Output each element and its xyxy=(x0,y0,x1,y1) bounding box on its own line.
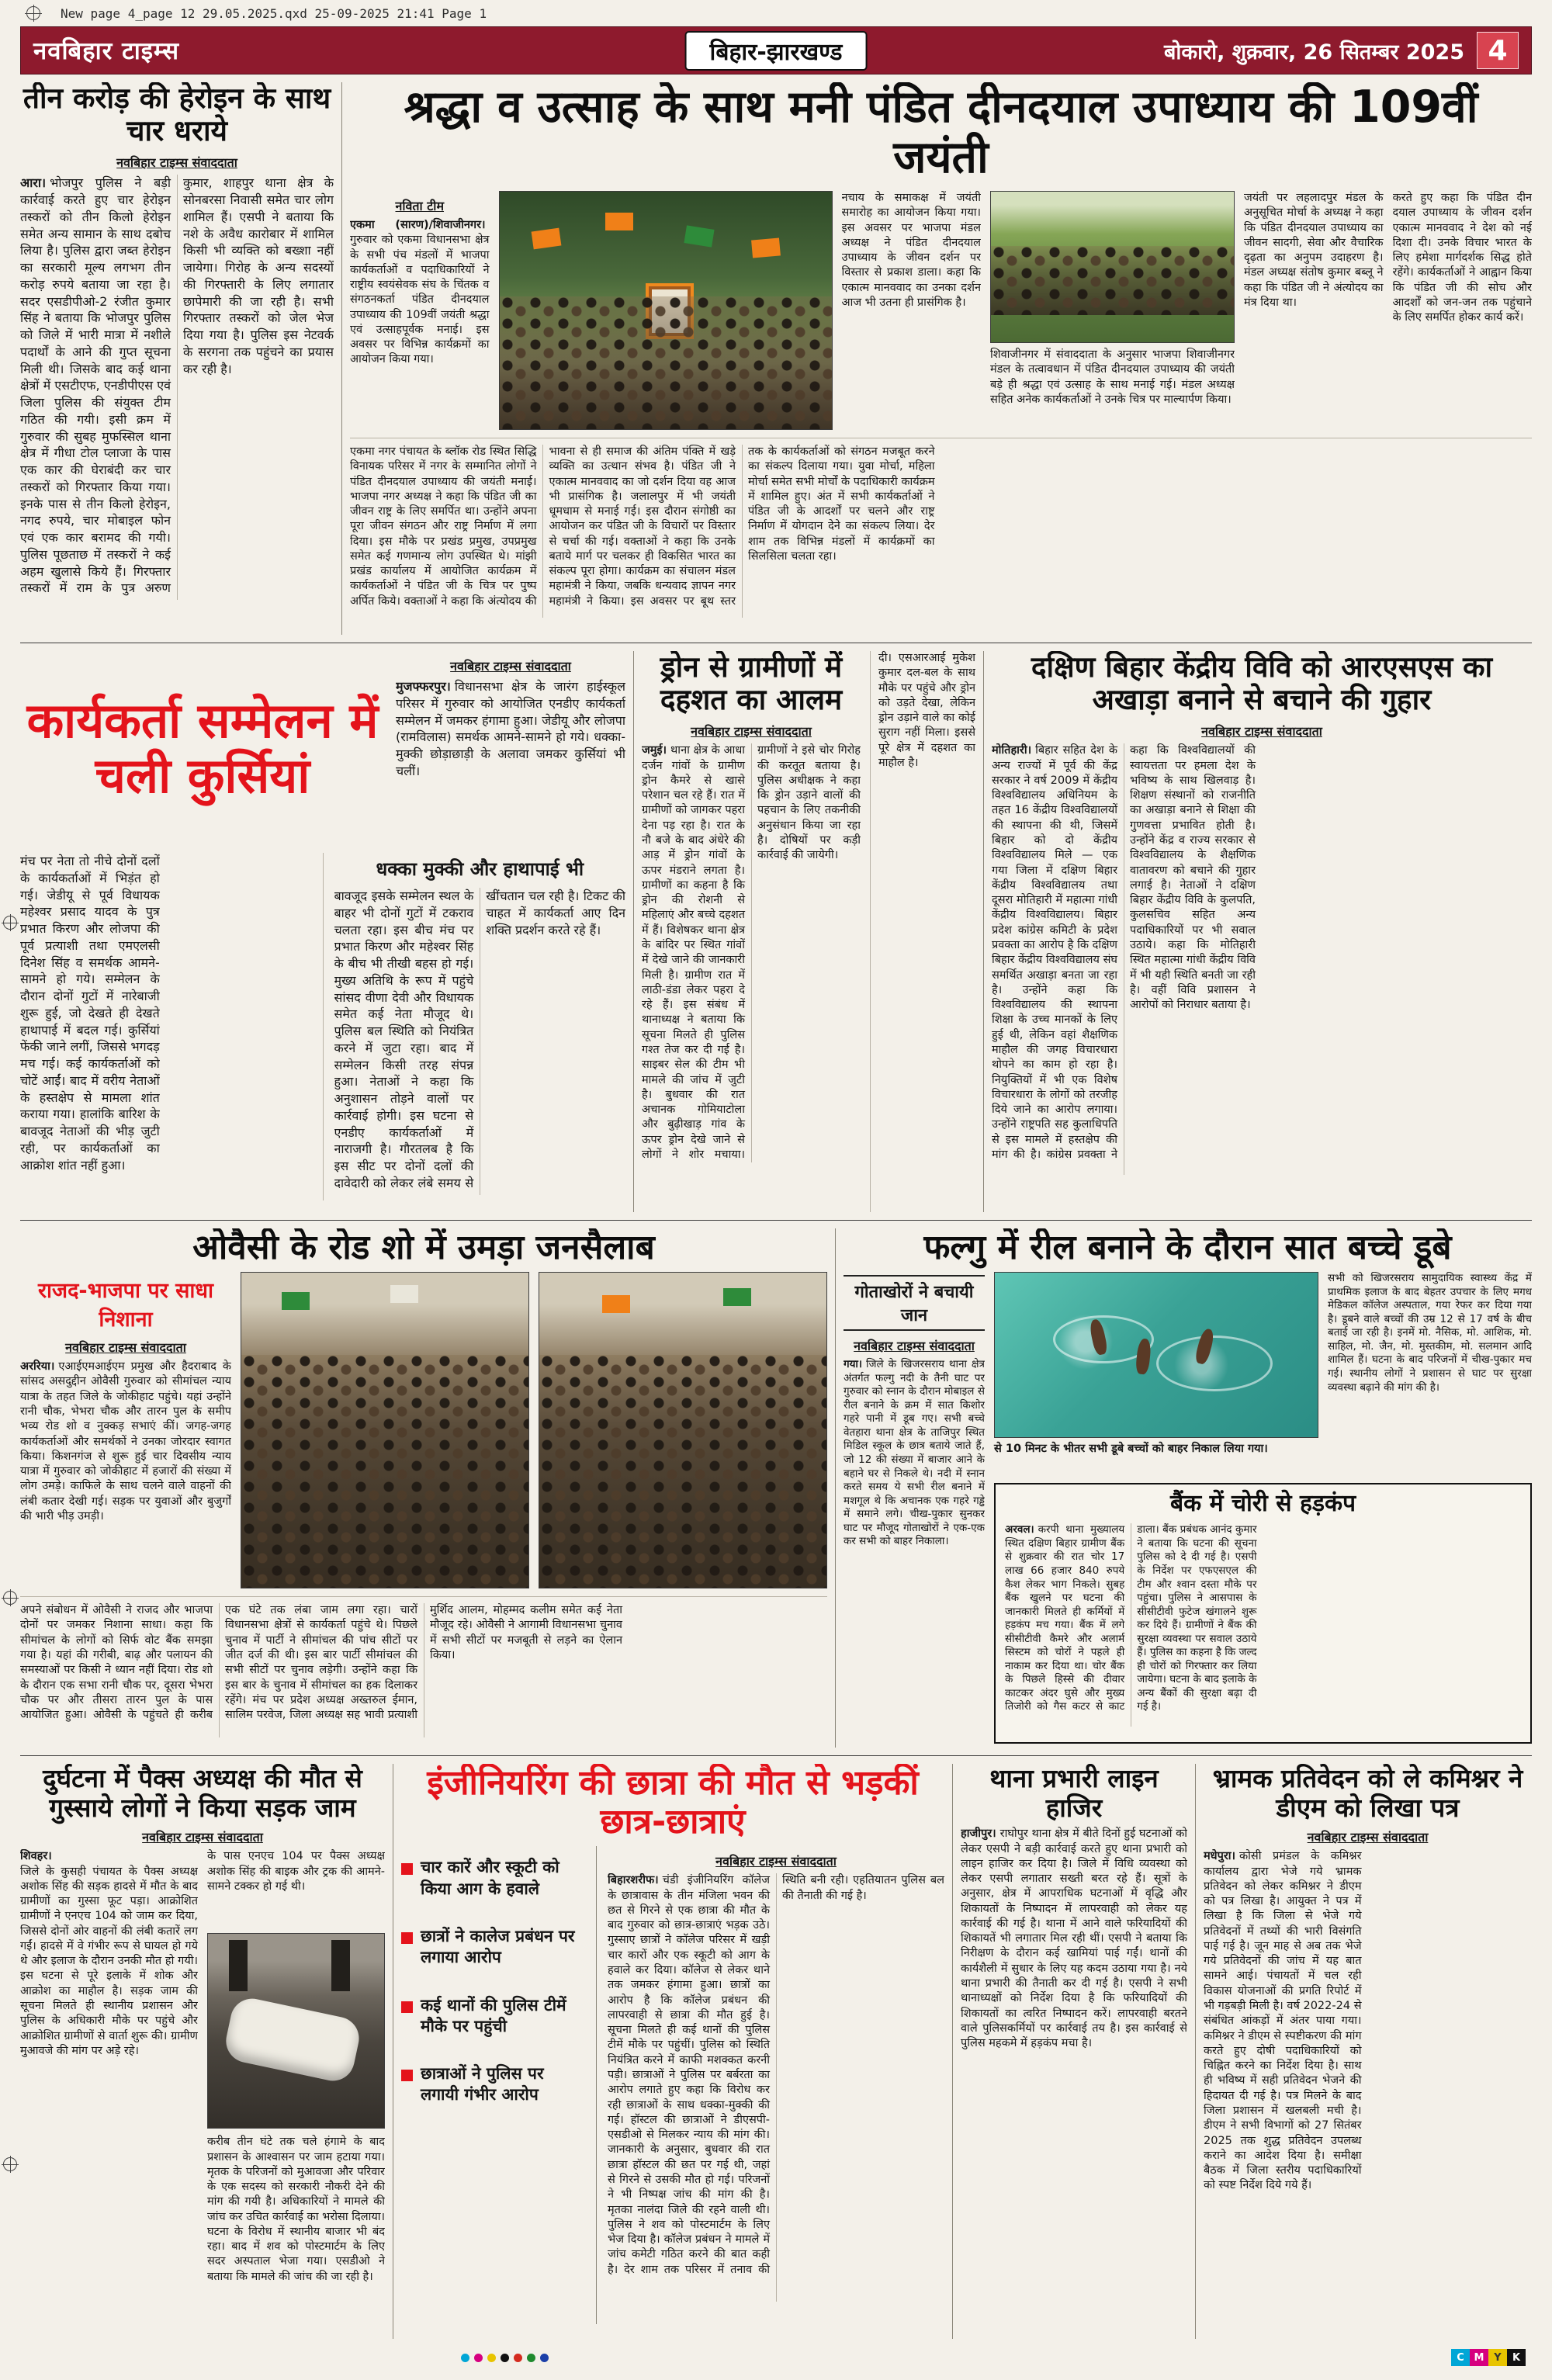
masthead xyxy=(20,26,1532,74)
engineering-main-column xyxy=(608,1846,944,2324)
water-ripple xyxy=(1156,1336,1273,1391)
headline: तीन करोड़ की हेरोइन के साथ चार धराये xyxy=(23,82,331,148)
dateline: अरवल। xyxy=(1005,1523,1034,1536)
body-text: चंडी इंजीनियरिंग कॉलेज के छात्रावास के तीन मंजिला भवन की छत से गिरने से एक छात्रा की मौत के बाद गुरुवार को छात्र-छात्राएं भड़क उठे। गुस्साए छात्रों ने कॉलेज परिसर में खड़ी चार कारों और एक स्कूटी को आग के हवाले कर दिया। कॉलेज से लेकर थाने तक जमकर हंगामा हुआ। छात्रों का आरोप है कि कॉलेज प्रबंधन की लापरवाही से छात्रा की मौत हुई है। सूचना मिलते ही कई थानों की पुलिस टीमें मौके पर पहुंचीं। पुलिस को स्थिति नियंत्रित करने में काफी मशक्कत करनी पड़ी। छात्राओं ने पुलिस पर बर्बरता का आरोप लगाते हुए कहा कि विरोध कर रही छात्राओं के साथ धक्का-मुक्की की गई। हॉस्टल की छात्राओं ने डीएसपी-एसडीओ से मिलकर न्याय की मांग की। जानकारी के अनुसार, बुधवार की रात छात्रा हॉस्टल की छत पर गई थी, जहां से गिरने से उसकी मौत हो गई। परिजनों ने भी निष्पक्ष जांच की मांग की है। मृतका नालंदा जिले की रहने वाली थी। पुलिस ने शव को पोस्टमार्टम के लिए भेज दिया है। कॉलेज प्रबंधन ने मामले में जांच कमेटी गठित करने की बात कही है। देर शाम तक परिसर में तनाव की स्थिति बनी रही। एह‍तियातन पुलिस बल की तैनाती की गई है। xyxy=(608,1874,944,2276)
column-text: करीब तीन घंटे तक चले हंगामे के बाद प्रशासन के आश्वासन पर जाम हटाया गया। मृतक के परिजनों को मुआवजा और परिवार के एक सदस्य को सरकारी नौकरी देने की मांग की गयी है। अधिकारियों ने मामले की जांच कर उचित कार्रवाई का भरोसा दिलाया। घटना के विरोध में स्थानीय बाजार भी बंद रहा। बाद में शव को पोस्टमार्टम के लिए सदर अस्पताल भेजा गया। एसडीओ ने बताया कि मामले की जांच की जा रही है। xyxy=(207,2136,385,2283)
dateline: एकमा (सारण)/शिवाजीनगर। xyxy=(350,218,486,231)
article-drone-panic xyxy=(642,651,975,1212)
paks-left-column xyxy=(20,1849,198,2318)
dateline: बिहारशरीफ। xyxy=(608,1874,659,1887)
color-dot xyxy=(474,2354,483,2362)
dateline: अररिया। xyxy=(20,1360,55,1374)
body-text xyxy=(350,218,490,368)
drone-side-column: दी। एसआरआई मुकेश कुमार दल-बल के साथ मौके पर पहुंचे और ड्रोन को उड़ते देखा, लेकिन ड्रोन उड़ाने वाले का कोई सुराग नहीं मिला। इससे पूरे क्षेत्र में दहशत का माहौल है। xyxy=(870,651,975,1212)
subheadline: धक्का मुक्की और हाथापाई भी xyxy=(376,858,584,880)
saffron-flag xyxy=(602,1295,630,1313)
headline: भ्रामक प्रतिवेदन को ले कमिश्नर ने डीएम को लिखा पत्र xyxy=(1212,1764,1523,1823)
registration-mark xyxy=(26,6,40,20)
divider xyxy=(952,1764,953,2339)
registration-mark xyxy=(3,1591,17,1605)
lead-body: विधानसभा क्षेत्र के जारंग हाईस्कूल परिसर में गुरुवार को आयोजित एनडीए कार्यकर्ता सम्मेलन में जमकर हंगामा हुआ। जेडीयू और लोजपा (रामविलास) समर्थक आमने-सामने हो गये। धक्का-मुक्की छोड़ाछाड़ी के अलावा जमकर कुर्सियां भी चलीं। xyxy=(396,679,625,778)
dateline: जमुई। xyxy=(642,744,667,757)
dateline: मोतिहारी। xyxy=(992,744,1032,757)
headline: थाना प्रभारी लाइन हाजिर xyxy=(989,1764,1159,1823)
headline: ओवैसी के रोड शो में उमड़ा जनसैलाब xyxy=(192,1228,655,1267)
green-flag xyxy=(684,225,715,247)
article-pacs-president-death xyxy=(20,1764,385,2339)
headline: बैंक में चोरी से हड़कंप xyxy=(1169,1490,1356,1518)
body-text: थाना क्षेत्र के आधा दर्जन गांवों के ग्रामीण ड्रोन कैमरे से खासे परेशान चल रहे हैं। रात में ग्रामीणों को जागकर पहरा देना पड़ रहा है। रात के नौ बजे के बाद अंधेरे की आड़ में ड्रोन गांवों के ऊपर मंडराने लगता है। ग्रामीणों का कहना है कि ड्रोन की रोशनी से महिलाएं और बच्चे दहशत में हैं। विशेषकर थाना क्षेत्र के बांदिर पर स्थित गांवों में देखे जाने की जानकारी मिली है। ग्रामीण रात में लाठी-डंडा लेकर पहरा दे रहे हैं। इस संबंध में थानाध्यक्ष ने बताया कि सूचना मिलते ही पुलिस गश्त तेज कर दी गई है। साइबर सेल की टीम भी मामले की जांच में जुटी है। बुधवार की रात अचानक गोमियाटोला और बुढ़ीखाड़ गांव के ऊपर ड्रोन देखे जाने से लोगों ने शोर मचाया। ग्रामीणों ने इसे चोर गिरोह की करतूत बताया है। पुलिस अधीक्षक ने कहा कि ड्रोन उड़ाने वालों की पहचान के लिए तकनीकी अनुसंधान किया जा रहा है। दोषियों पर कड़ी कार्रवाई की जायेगी। xyxy=(642,744,861,1161)
column-text: गुरुवार को एकमा विधानसभा क्षेत्र के सभी पंच मंडलों में भाजपा कार्यकर्ताओं व पदाधिकारियों ने राष्ट्रीय स्वयंसेवक संघ के चिंतक व संगठनकर्ता पंडित दीनदयाल उपाध्याय की 109वीं जयंती श्रद्धा एवं उत्साहपूर्वक मनाई। इस अवसर पर विभिन्न कार्यक्रमों का आयोजन किया गया। xyxy=(350,234,490,366)
edition-name: बिहार-झारखण्ड xyxy=(685,31,868,71)
jayanti-content-row xyxy=(350,191,1532,430)
engineering-content-row xyxy=(401,1846,944,2324)
body-text: कोसी प्रमंडल के कमिश्नर कार्यालय द्वारा भेजे गये भ्रामक प्रतिवेदन को लेकर कमिश्नर ने डीएम को पत्र लिखा है। आयुक्त ने पत्र में लिखा है कि जिला से भेजे गये प्रतिवेदनों में तथ्यों की भारी विसंगति पाई गई है। जून माह से अब तक भेजे गये प्रतिवेदनों की जांच में यह बात सामने आई। पंचायतों में चल रही विकास योजनाओं की प्रगति रिपोर्ट में भी गड़बड़ी मिली है। वर्ष 2022-24 से संबंधित आंकड़ों में अंतर पाया गया। कमिश्नर ने डीएम से स्पष्टीकरण की मांग करते हुए दोषी पदाधिकारियों को चिह्नित करने का निर्देश दिया है। साथ ही भविष्य में सही प्रतिवेदन भेजने की हिदायत दी गई है। पत्र मिलने के बाद जिला प्रशासन में खलबली मची है। डीएम ने सभी विभागों को 27 सितंबर 2025 तक शुद्ध प्रतिवेदन उपलब्ध कराने का आदेश दिया है। समीक्षा बैठक में जिला स्तरीय पदाधिकारियों को स्पष्ट निर्देश दिये गये हैं। xyxy=(1204,1850,1362,2192)
article-engineering-student-death xyxy=(401,1764,944,2339)
body-text: बिहार सहित देश के अन्य राज्यों में पूर्व की केंद्र सरकार ने वर्ष 2009 में केंद्रीय विश्वविद्यालय अधिनियम के तहत 16 केंद्रीय विश्वविद्यालयों की स्थापना की थी, जिसमें बिहार को दो केंद्रीय विश्वविद्यालय मिले — एक गया जिला में दक्षिण बिहार केंद्रीय विश्वविद्यालय तथा दूसरा मोतिहारी में महात्मा गांधी केंद्रीय विश्वविद्यालय। बिहार प्रदेश कांग्रेस कमिटी के प्रदेश प्रवक्ता का आरोप है कि दक्षिण बिहार केंद्रीय विश्वविद्यालय संघ समर्थित अखाड़ा बनता जा रहा है। उन्होंने कहा कि विश्वविद्यालय की स्थापना शिक्षा के उच्च मानकों के लिए हुई थी, लेकिन वहां शैक्षणिक माहौल की जगह विचारधारा थोपने का काम हो रहा है। नियुक्तियों में भी एक विशेष विचारधारा के लोगों को तरजीह दिये जाने का आरोप लगाया। उन्होंने राष्ट्रपति सह कुलाधिपति से इस मामले में हस्तक्षेप की मांग की है। कांग्रेस प्रवक्ता ने कहा कि विश्वविद्यालयों की स्वायत्तता पर हमला देश के भविष्य के साथ खिलवाड़ है। शिक्षण संस्थानों को राजनीति का अखाड़ा बनाने से शिक्षा की गुणवत्ता प्रभावित होती है। उन्होंने केंद्र व राज्य सरकार से विश्वविद्यालय के शैक्षणिक वातावरण को बचाने की गुहार लगाई है। नेताओं ने दक्षिण बिहार केंद्रीय विवि के कुलपति, कुलसचिव सहित अन्य पदाधिकारियों पर भी सवाल उठाये। कहा कि मोतिहारी स्थित महात्मा गांधी केंद्रीय विवि में भी यही स्थिति बनती जा रही है। वहीं विवि प्रशासन ने आरोपों को निराधार बताया है। xyxy=(992,744,1256,1161)
owaisi-content-row xyxy=(20,1272,827,1588)
subheadline: राजद-भाजपा पर साधा निशाना xyxy=(38,1279,213,1332)
bullet-item xyxy=(401,1857,585,1900)
owaisi-lead-column xyxy=(20,1272,231,1588)
saffron-flag xyxy=(605,213,633,230)
falgu-photo-figure xyxy=(994,1272,1318,1475)
bullet-item xyxy=(401,2063,585,2106)
magenta-patch: M xyxy=(1470,2349,1488,2366)
article-body: मंच पर नेता तो नीचे दोनों दलों के कार्यकर्ताओं में भिड़ंत हो गई। जेडीयू से पूर्व विधायक महेश्वर प्रसाद यादव के पुत्र प्रभात किरण और लोजपा की पूर्व प्रत्याशी तथा एमएलसी दिनेश सिंह व समर्थक आमने-सामने हो गये। सम्मेलन के दौरान दोनों गुटों में नारेबाजी शुरू हुई, जो देखते ही देखते हाथापाई में बदल गई। कुर्सियां फेंकी जाने लगीं, जिससे भगदड़ मच गई। कई कार्यकर्ताओं को चोटें आईं। बाद में वरीय नेताओं के हस्तक्षेप से मामला शांत कराया गया। हालांकि बारिश के बावजूद नेताओं की भीड़ जुटी रही, पर कार्यकर्ताओं का आक्रोश शांत नहीं हुआ। xyxy=(20,854,160,1173)
paks-content-row xyxy=(20,1849,385,2318)
cmyk-color-bar xyxy=(1451,2349,1526,2366)
crowd xyxy=(500,296,832,429)
article-bank-theft xyxy=(994,1483,1532,1744)
jayanti-column-3: जयंती पर लहलादपुर मंडल के अनुसूचित मोर्चा के अध्यक्ष ने कहा कि पंडित दीनदयाल उपाध्याय का जीवन सादगी, सेवा और वैचारिक दृढ़ता का अनुपम उदाहरण है। मंडल अध्यक्ष संतोष कुमार बब्लू ने कहा कि पंडित जी ने अंत्योदय का मंत्र दिया था। xyxy=(1244,191,1384,309)
covered-body xyxy=(222,1995,362,2085)
headline: श्रद्धा व उत्साह के साथ मनी पंडित दीनदयाल उपाध्याय की 109वीं जयंती xyxy=(404,82,1478,183)
page-number: 4 xyxy=(1477,32,1519,69)
bullet-text: छात्रों ने कालेज प्रबंधन पर लगाया आरोप xyxy=(421,1926,575,1967)
dateline: मधेपुरा। xyxy=(1204,1850,1236,1863)
karya-second-half xyxy=(323,853,626,1200)
page-footer xyxy=(20,2347,1532,2368)
byline: नवबिहार टाइम्स संवाददाता xyxy=(65,1340,186,1356)
color-dot xyxy=(461,2354,469,2362)
registration-mark xyxy=(3,916,17,930)
byline: नवबिहार टाइम्स संवाददाता xyxy=(116,155,237,171)
divider xyxy=(1195,1764,1196,2339)
divider xyxy=(835,1228,836,1748)
jayanti-column-2: नचाय के समाकक्ष में जयंती समारोह का आयोजन किया गया। इस अवसर पर भाजपा मंडल अध्यक्ष ने पंडित दीनदयाल उपाध्याय के जीवन दर्शन पर विस्तार से प्रकाश डाला। कहा कि एकात्म मानववाद का उनका दर्शन आज भी उतना ही प्रासंगिक है। xyxy=(841,191,981,309)
paper-name: नवबिहार टाइम्स xyxy=(33,37,180,65)
black-patch: K xyxy=(1507,2349,1526,2366)
color-dot xyxy=(501,2354,509,2362)
headline: कार्यकर्ता सम्मेलन में चली कुर्सियां xyxy=(26,692,379,804)
green-flag xyxy=(723,1288,751,1306)
print-header-text: New page 4_page 12 29.05.2025.qxd 25-09-2025 21:41 Page 1 xyxy=(61,5,487,21)
photo-drowning-rescue xyxy=(994,1272,1318,1438)
article-body: अपने संबोधन में ओवैसी ने राजद और भाजपा दोनों पर जमकर निशाना साधा। कहा कि सीमांचल के लोगों को सिर्फ वोट बैंक समझा गया है। यहां की गरीबी, बाढ़ और पलायन की समस्याओं पर किसी ने ध्यान नहीं दिया। रोड शो के दौरान एक सभा रानी चौक पर, दूसरा भेभरा चौक पर और तीसरा तारन पुल के पास आयोजित हुआ। ओवैसी के पहुंचते ही करीब एक घंटे तक लंबा जाम लगा रहा। चारों विधानसभा क्षेत्रों से कार्यकर्ता पहुंचे थे। पिछले चुनाव में पार्टी ने सीमांचल की पांच सीटों पर जीत दर्ज की थी। इस बार पार्टी सीमांचल की सभी सीटों पर चुनाव लड़ेगी। उन्होंने कहा कि इस बार के चुनाव में सीमांचल का हक दिलाकर रहेंगे। मंच पर प्रदेश अध्यक्ष अख्तरुल ईमान, सालिम परवेज, जिला अध्यक्ष सह भावी प्रत्याशी मुर्शिद आलम, मोहम्मद कलीम समेत कई नेता मौजूद रहे। ओवैसी ने आगामी विधानसभा चुनाव में सभी सीटों पर मजबूती से लड़ने का ऐलान किया। xyxy=(20,1596,827,1737)
dateline: शिवहर। xyxy=(20,1850,52,1863)
lead-text xyxy=(396,678,625,780)
article-body-2: बावजूद इसके सम्मेलन स्थल के बाहर भी दोनों गुटों में टकराव चलता रहा। इस बीच मंच पर प्रभात किरण और महेश्वर सिंह के बीच भी तीखी बहस हो गई। मुख्य अतिथि के रूप में पहुंचे सांसद वीणा देवी और विधायक समेत कई नेता मौजूद थे। पुलिस बल स्थिति को नियंत्रित करने में जुटा रहा। बाद में सम्मेलन किसी तरह संपन्न हुआ। नेताओं ने कहा कि अनुशासन तोड़ने वालों पर कार्रवाई होगी। इस घटना से एनडीए कार्यकर्ताओं में नाराजगी है। गौरतलब है कि इस सीट पर दोनों दलों की दावेदारी को लेकर लंबे समय से खींचतान चल रही है। टिकट की चाहत में कार्यकर्ता आए दिन शक्ति प्रदर्शन करते रहे हैं। xyxy=(334,889,625,1190)
byline: नवबिहार टाइम्स संवाददाता xyxy=(691,724,812,740)
color-dot xyxy=(487,2354,496,2362)
headline: फल्गु में रील बनाने के दौरान सात बच्चे डूबे xyxy=(923,1228,1452,1267)
jayanti-column-4: करते हुए कहा कि पंडित दीन दयाल उपाध्याय के जीवन दर्शन एकात्म मानववाद ने देश को नई दिशा दी। उनके विचार भारत के लिए हमेशा मार्गदर्शक सिद्ध होते रहेंगे। कार्यकर्ताओं ने आह्वान किया कि पंडित जी की सोच और आदर्शों को जन-जन तक पहुंचाने के लिए समर्पित होकर कार्य करें। xyxy=(1392,191,1532,324)
column-text: जिले के खिजरसराय थाना क्षेत्र अंतर्गत फल्गु नदी के तैनी घाट पर गुरुवार को स्नान के दौरान मोबाइल से रील बनाने के क्रम में सात किशोर गहरे पानी में डूब गए। सभी बच्चे वेतहारा थाना क्षेत्र के ताजिपुर स्थित मिडिल स्कूल के छात्र बताये जाते हैं, जो 12 की संख्या में बाजार आने के बहाने घर से निकले थे। नदी में स्नान करते समय ये सभी रील बनाने में मशगूल थे कि अचानक एक गहरे गड्ढे में समाने लगे। चीख-पुकार सुनकर घाट पर मौजूद गोताखोरों ने एक-एक कर सभी को बाहर निकाला। xyxy=(844,1358,985,1548)
article-station-chief-transferred xyxy=(961,1764,1187,2339)
article-misleading-report-letter xyxy=(1204,1764,1532,2339)
article-jayanti xyxy=(350,82,1532,635)
registration-color-dots xyxy=(461,2354,549,2362)
band-top xyxy=(20,74,1532,643)
registration-mark xyxy=(3,2157,17,2171)
bystander xyxy=(229,1940,248,1991)
print-header xyxy=(20,0,1532,26)
saffron-flag xyxy=(532,227,562,249)
crowd xyxy=(539,1355,826,1588)
body-text: भोजपुर पुलिस ने बड़ी कार्रवाई करते हुए चार हेरोइन तस्करों को तीन किलो हेरोइन समेत अन्य सामान के साथ दबोच लिया है। पुलिस द्वारा जब्त हेरोइन का सरकारी मूल्य लगभग तीन करोड़ रुपये बताया जा रहा है। सदर एसडीपीओ-2 रंजीत कुमार सिंह ने बताया कि भोजपुर पुलिस को जिले में भारी मात्रा में नशीले पदार्थों के आने की गुप्त सूचना मिली थी। जिसके बाद कई थाना क्षेत्रों में एसटीएफ, एनडीपीएस एवं जिला पुलिस की संयुक्त टीम गठित की गयी। इसी क्रम में गुरुवार की सुबह मुफस्सिल थाना क्षेत्र में गीधा टोल प्लाजा के पास एक कार की घेराबंदी कर चार तस्करों को गिरफ्तार किया गया। इनके पास से तीन किलो हेरोइन, नगद रुपये, चार मोबाइल फोन एवं एक कार बरामद की गयी। पुलिस पूछताछ में तस्करों ने कई अहम खुलासे किये हैं। गिरफ्तार तस्करों में राम के पुत्र अरुण कुमार, शाहपुर थाना क्षेत्र के सोनबरसा निवासी समेत चार लोग शामिल हैं। एसपी ने बताया कि नशे के अवैध कारोबार में शामिल किसी भी व्यक्ति को बख्शा नहीं जायेगा। गिरोह के अन्य सदस्यों की गिरफ्तारी के लिए लगातार छापेमारी की जा रही है। सभी गिरफ्तार तस्करों को जेल भेज दिया गया है। पुलिस इस नेटवर्क के सरगना तक पहुंचने का प्रयास कर रही है। xyxy=(20,175,334,596)
article-heroin-seizure xyxy=(20,82,334,635)
byline: नवबिहार टाइम्स संवाददाता xyxy=(854,1339,975,1354)
lead-column xyxy=(396,651,625,847)
falgu-photo-row xyxy=(994,1272,1532,1475)
divider xyxy=(983,651,984,1212)
bullet-text: चार कारें और स्कूटी को किया आग के हवाले xyxy=(421,1858,559,1898)
masthead-right xyxy=(1164,32,1519,69)
color-dot xyxy=(540,2354,549,2362)
falgu-right-column: सभी को खिजरसराय सामुदायिक स्वास्थ्य केंद्र में प्राथमिक इलाज के बाद बेहतर उपचार के लिए मगध मेडिकल कॉलेज अस्पताल, गया रेफर कर दिया गया है। डूबने वाले बच्चों की उम्र 12 से 17 वर्ष के बीच बताई जा रही है। इनमें मो. नैसिक, मो. आशिक, मो. साहिल, मो. जैन, मो. मुस्तकीम, मो. सलमान आदि शामिल हैं। घटना के बाद परिजनों में चीख-पुकार मच गई। स्थानीय लोगों ने प्रशासन से घाट पर सुरक्षा व्यवस्था बढ़ाने की मांग की है। xyxy=(1328,1272,1532,1394)
drone-main-column xyxy=(642,651,861,1212)
dateline: मुजफ्फरपुर। xyxy=(396,679,451,694)
byline: नवबिहार टाइम्स संवाददाता xyxy=(1307,1830,1429,1845)
dateline: हाजीपुर। xyxy=(961,1827,996,1841)
karya-body-row xyxy=(20,853,625,1200)
jayanti-column-1 xyxy=(350,191,490,430)
byline: नविता टीम xyxy=(395,198,445,213)
headline: दुर्घटना में पैक्स अध्यक्ष की मौत से गुस्साये लोगों ने किया सड़क जाम xyxy=(43,1764,362,1823)
column-text: जिले के कुसही पंचायत के पैक्स अध्यक्ष अशोक सिंह की सड़क हादसे में मौत के बाद ग्रामीणों का गुस्सा फूट पड़ा। आक्रोशित ग्रामीणों ने एनएच 104 को जाम कर दिया, जिससे दोनों ओर वाहनों की लंबी कतारें लग गईं। हादसे में वे गंभीर रूप से घायल हो गये थे और इलाज के दौरान उनकी मौत हो गयी। इस घटना से पूरे इलाके में शोक और आक्रोश का माहौल है। सड़क जाम की सूचना मिलते ही स्थानीय प्रशासन और पुलिस के अधिकारी मौके पर पहुंचे और आक्रोशित ग्रामीणों से वार्ता शुरू की। ग्रामीण मुआवजे की मांग पर अड़े रहे। xyxy=(20,1865,198,2057)
color-dot xyxy=(527,2354,535,2362)
byline: नवबिहार टाइम्स संवाददाता xyxy=(715,1854,837,1869)
falgu-lead-column xyxy=(844,1272,985,1747)
photo-jayanti-field xyxy=(990,191,1235,343)
dateline: आरा। xyxy=(20,175,47,191)
photo-roadshow-crowd-1 xyxy=(241,1272,529,1588)
headline: दक्षिण बिहार केंद्रीय विवि को आरएसएस का अखाड़ा बनाने से बचाने की गुहार xyxy=(1031,651,1493,717)
article-body xyxy=(642,743,861,1162)
photo-caption: से 10 मिनट के भीतर सभी डूबे बच्चों को बाहर निकाल लिया गया। xyxy=(994,1443,1268,1456)
headline: ड्रोन से ग्रामीणों में दहशत का आलम xyxy=(660,651,843,717)
article-body xyxy=(992,743,1532,1175)
divider xyxy=(341,82,342,635)
dateline: गया। xyxy=(844,1358,863,1371)
green-flag xyxy=(282,1292,310,1310)
falgu-right-area xyxy=(994,1272,1532,1747)
highlight-bullets xyxy=(401,1846,597,2324)
bullet-item xyxy=(401,1926,585,1969)
bullet-square-icon xyxy=(401,1932,413,1944)
crowd xyxy=(241,1355,528,1588)
color-dot xyxy=(514,2354,522,2362)
lead-text xyxy=(844,1358,985,1549)
photo-accident-scene xyxy=(207,1933,385,2129)
jayanti-photo-stack xyxy=(990,191,1235,430)
jayanti-body-bottom: एकमा नगर पंचायत के ब्लॉक रोड स्थित सिद्धि विनायक परिसर में नगर के सम्मानित लोगों ने पंडित दीनदयाल उपाध्याय की जयंती मनाई। भाजपा नगर अध्यक्ष ने कहा कि पंडित जी का जीवन राष्ट्र के लिए समर्पित था। उन्होंने अपना पूरा जीवन संगठन और राष्ट्र निर्माण में लगा दिया। इस मौके पर प्रखंड प्रमुख, उपप्रमुख समेत कई गणमान्य लोग उपस्थित थे। मांझी प्रखंड कार्यालय में आयोजित कार्यक्रम में कार्यकर्ताओं ने पंडित जी के चित्र पर पुष्प अर्पित किये। वक्ताओं ने कहा कि अंत्योदय की भावना से ही समाज की अंतिम पंक्ति में खड़े व्यक्ति का उत्थान संभव है। पंडित जी ने एकात्म मानववाद का जो दर्शन दिया वह आज भी प्रासंगिक है। जलालपुर में भी जयंती धूमधाम से मनाई गई। इस दौरान संगोष्ठी का आयोजन कर पंडित जी के विचारों पर विस्तार से चर्चा की गई। वक्ताओं ने कहा कि उनके बताये मार्ग पर चलकर ही विकसित भारत का संकल्प पूरा होगा। कार्यक्रम का संचालन मंडल महामंत्री ने किया, जबकि धन्यवाद ज्ञापन नगर महामंत्री ने किया। इस अवसर पर बूथ स्तर तक के कार्यकर्ताओं को संगठन मजबूत करने का संकल्प दिलाया गया। युवा मोर्चा, महिला मोर्चा समेत सभी मोर्चों के पदाधिकारी कार्यक्रम में शामिल हुए। अंत में सभी कार्यकर्ताओं ने पंडित जी के आदर्शों पर चलने और राष्ट्र निर्माण में योगदान देने का संकल्प लिया। देर शाम तक विभिन्न मंडलों में कार्यक्रमों का सिलसिला चलता रहा। xyxy=(350,438,1532,618)
karya-top-row xyxy=(20,651,625,847)
article-body xyxy=(1204,1849,1532,2309)
body-text: करपी थाना मुख्यालय स्थित दक्षिण बिहार ग्रामीण बैंक से शुक्रवार की रात चोर 17 लाख 66 हजार 840 रुपये कैश लेकर भाग निकले। सुबह बैंक खुलने पर घटना की जानकारी मिलते ही कर्मियों में हड़कंप मच गया। बैंक में लगे सीसीटीवी कैमरे और अलार्म सिस्टम को चोरों ने पहले ही नाकाम कर दिया था। चोर बैंक के पिछले हिस्से की दीवार काटकर अंदर घुसे और मुख्य तिजोरी को गैस कटर से काट डाला। बैंक प्रबंधक आनंद कुमार ने बताया कि घटना की सूचना पुलिस को दे दी गई है। एसपी के निर्देश पर एफएसएल की टीम और श्वान दस्ता मौके पर पहुंचा। पुलिस ने आसपास के सीसीटीवी फुटेज खंगालने शुरू कर दिये हैं। ग्रामीणों ने बैंक की सुरक्षा व्यवस्था पर सवाल उठाये हैं। पुलिस का कहना है कि जल्द ही चोरों को गिरफ्तार कर लिया जायेगा। घटना के बाद इलाके के अन्य बैंकों की सुरक्षा बढ़ा दी गई है। xyxy=(1005,1523,1257,1713)
paks-right-column xyxy=(207,1849,385,2318)
white-banner xyxy=(390,1285,418,1303)
saffron-flag xyxy=(751,238,781,258)
bullet-item xyxy=(401,1995,585,2038)
article-falgu-drowning xyxy=(844,1228,1532,1748)
band-middle xyxy=(20,643,1532,1220)
masthead-dateline: बोकारो, शुक्रवार, 26 सितम्बर 2025 xyxy=(1163,40,1464,64)
divider xyxy=(633,651,634,1212)
bullet-text: कई थानों की पुलिस टीमें मौके पर पहुंची xyxy=(421,1995,566,2035)
article-body xyxy=(20,175,334,600)
crowd xyxy=(991,246,1234,315)
article-body xyxy=(608,1873,944,2302)
column-text: के पास एनएच 104 पर पैक्स अध्यक्ष अशोक सिंह की बाइक और ट्रक की आमने-सामने टक्कर हो गई थी। xyxy=(207,1850,385,1893)
byline: नवबिहार टाइम्स संवाददाता xyxy=(450,659,571,674)
article-university-rss xyxy=(992,651,1532,1212)
cyan-patch: C xyxy=(1451,2349,1470,2366)
byline: नवबिहार टाइम्स संवाददाता xyxy=(1201,724,1322,740)
bullet-square-icon xyxy=(401,1863,413,1875)
photo-roadshow-crowd-2 xyxy=(539,1272,827,1588)
article-owaisi-roadshow xyxy=(20,1228,827,1748)
byline: नवबिहार टाइम्स संवाददाता xyxy=(142,1830,263,1845)
lead-body: एआईएमआईएम प्रमुख और हैदराबाद के सांसद असदुद्दीन ओवैसी गुरुवार को सीमांचल न्याय यात्रा के तहत जिले के जोकीहाट पहुंचे। यहां उन्होंने रानी चौक, भेभरा चौक और तारन पुल के समीप भव्य रोड शो व नुक्कड़ सभाएं कीं। जगह-जगह कार्यकर्ताओं और समर्थकों ने उनका जोरदार स्वागत किया। किशनगंज से शुरू हुई चार दिवसीय न्याय यात्रा में गुरुवार को जोकीहाट में हजारों की संख्या में लोग उमड़े। काफिले के साथ चलने वाले वाहनों की लंबी कतार देखी गई। सड़क पर युवाओं और बुजुर्गों की भारी भीड़ उमड़ी। xyxy=(20,1360,231,1523)
bullet-text: छात्राओं ने पुलिस पर लगायी गंभीर आरोप xyxy=(421,2064,544,2105)
jayanti-photo-sidebar-text: शिवाजीनगर में संवाददाता के अनुसार भाजपा शिवाजीनगर मंडल के तत्वावधान में पंडित दीनदयाल उपाध्याय की जयंती बड़े ही श्रद्धा एवं उत्साह के साथ मनाई गई। मंडल अध्यक्ष सहित अनेक कार्यकर्ताओं ने उनके चित्र पर माल्यार्पण किया। xyxy=(990,348,1235,406)
band-lower-middle xyxy=(20,1220,1532,1755)
body-text: राघोपुर थाना क्षेत्र में बीते दिनों हुई घटनाओं को लेकर एसपी ने बड़ी कार्रवाई करते हुए थाना प्रभारी को लाइन हाजिर कर दिया है। जिले में विधि व्यवस्था को लेकर एसपी लगातार सख्ती बरत रहे हैं। सूत्रों के अनुसार, क्षेत्र में आपराधिक घटनाओं में वृद्धि और शिकायतों के निष्पादन में लापरवाही को लेकर यह कार्रवाई की गई है। थाना में आने वाले फरियादियों की शिकायतें भी लगातार मिल रही थीं। एसपी ने बताया कि निरीक्षण के दौरान कई खामियां पाई गईं। थानों की कार्यशैली में सुधार के लिए यह कदम उठाया गया है। नये थाना प्रभारी की तैनाती कर दी गई है। एसपी ने सभी थानाध्यक्षों को निर्देश दिया है कि फरियादियों की शिकायतों का त्वरित निष्पादन करें। लापरवाही बरतने वाले पुलिसकर्मियों पर कार्रवाई तय है। इस कार्रवाई से पुलिस महकमे में हड़कंप मचा है। xyxy=(961,1827,1187,2050)
article-body xyxy=(961,1827,1187,2316)
article-worker-conference xyxy=(20,651,625,1212)
bullet-square-icon xyxy=(401,2001,413,2013)
photo-jayanti-gathering xyxy=(499,191,833,430)
subheadline: गोताखोरों ने बचायी जान xyxy=(844,1275,985,1331)
falgu-content-row xyxy=(844,1272,1532,1747)
bystander xyxy=(331,1940,350,1991)
headline: इंजीनियरिंग की छात्रा की मौत से भड़कीं छात्र-छात्राएं xyxy=(427,1764,919,1842)
bullet-square-icon xyxy=(401,2070,413,2081)
article-body xyxy=(1005,1523,1521,1727)
band-bottom xyxy=(20,1755,1532,2347)
lead-text xyxy=(20,1360,231,1524)
yellow-patch: Y xyxy=(1488,2349,1507,2366)
